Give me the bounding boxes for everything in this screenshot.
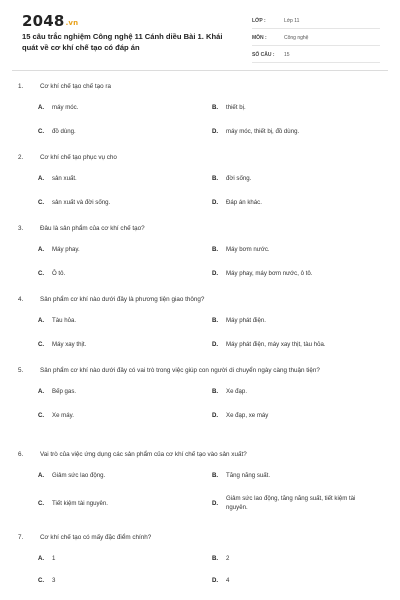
option-a[interactable]: [38, 554, 208, 563]
option-row: [18, 549, 382, 567]
logo-text: 2048: [22, 12, 65, 30]
question-number: 2.: [18, 154, 24, 161]
option-text: 4: [226, 576, 230, 584]
meta-info: [252, 14, 380, 65]
option-letter: B.: [212, 554, 219, 562]
option-c[interactable]: [38, 411, 208, 420]
option-a[interactable]: [38, 103, 208, 112]
option-text: Xe đạp, xe máy: [226, 411, 269, 419]
question-line: [18, 366, 382, 376]
option-row: [18, 382, 382, 400]
option-letter: A.: [38, 554, 45, 562]
meta-row-subject: [252, 31, 380, 46]
option-letter: C.: [38, 499, 45, 507]
question-number: 1.: [18, 83, 24, 90]
meta-value: Công nghệ: [284, 35, 309, 41]
question-number: 5.: [18, 367, 24, 374]
option-b[interactable]: [212, 103, 372, 112]
option-letter: D.: [212, 127, 219, 135]
option-letter: A.: [38, 387, 45, 395]
meta-label: SỐ CÂU :: [252, 52, 275, 58]
option-letter: D.: [212, 499, 219, 507]
option-letter: D.: [212, 340, 219, 348]
option-letter: A.: [38, 471, 45, 479]
question-line: [18, 450, 382, 460]
option-d[interactable]: [212, 576, 372, 585]
question-4: [18, 295, 382, 353]
option-text: 3: [52, 576, 56, 584]
meta-row-count: [252, 48, 380, 63]
option-text: Xe máy.: [52, 411, 74, 419]
option-a[interactable]: [38, 471, 208, 480]
question-5: [18, 366, 382, 424]
option-row: [18, 492, 382, 514]
option-letter: D.: [212, 576, 219, 584]
option-b[interactable]: [212, 554, 372, 563]
option-text: Đáp án khác.: [226, 198, 262, 206]
option-row: [18, 240, 382, 258]
option-b[interactable]: [212, 174, 372, 183]
meta-value: Lớp 11: [284, 18, 300, 24]
option-row: [18, 335, 382, 353]
option-c[interactable]: [38, 499, 208, 508]
option-c[interactable]: [38, 198, 208, 207]
option-letter: B.: [212, 245, 219, 253]
option-b[interactable]: [212, 316, 372, 325]
option-d[interactable]: [212, 127, 372, 136]
option-d[interactable]: [212, 269, 372, 278]
meta-label: MÔN :: [252, 35, 267, 41]
question-line: [18, 82, 382, 92]
option-text: Máy phay, máy bơm nước, ô tô.: [226, 269, 313, 277]
option-c[interactable]: [38, 269, 208, 278]
question-3: [18, 224, 382, 282]
question-line: [18, 153, 382, 163]
option-row: [18, 193, 382, 211]
option-letter: B.: [212, 174, 219, 182]
option-letter: B.: [212, 471, 219, 479]
option-b[interactable]: [212, 387, 372, 396]
option-text: sản xuất và đời sống.: [52, 198, 111, 206]
option-text: Xe đạp.: [226, 387, 248, 395]
option-text: đồ dùng.: [52, 127, 76, 135]
question-line: [18, 533, 382, 543]
option-letter: C.: [38, 198, 45, 206]
question-text: Sản phẩm cơ khí nào dưới đây là phương tiện giao thông?: [40, 296, 205, 303]
page-title: 15 câu trắc nghiệm Công nghệ 11 Cánh diều Bài 1. Khái quát về cơ khí chế tạo có đáp án: [22, 32, 223, 52]
question-number: 3.: [18, 225, 24, 232]
option-text: Máy bơm nước.: [226, 245, 270, 253]
question-7: [18, 533, 382, 589]
question-text: Cơ khí chế tạo phục vụ cho: [40, 154, 117, 161]
option-row: [18, 466, 382, 484]
option-d[interactable]: [212, 198, 372, 207]
option-letter: C.: [38, 340, 45, 348]
option-text: Ô tô.: [52, 269, 66, 277]
option-letter: C.: [38, 576, 45, 584]
option-c[interactable]: [38, 340, 208, 349]
option-c[interactable]: [38, 576, 208, 585]
meta-label: LỚP :: [252, 18, 266, 24]
question-text: Cơ khí chế tạo có mấy đặc điểm chính?: [40, 534, 152, 541]
option-letter: D.: [212, 198, 219, 206]
option-text: Tàu hỏa.: [52, 316, 77, 324]
question-text: Đâu là sản phẩm của cơ khí chế tạo?: [40, 225, 145, 232]
option-letter: B.: [212, 316, 219, 324]
option-letter: D.: [212, 269, 219, 277]
option-d[interactable]: [212, 494, 372, 512]
option-d[interactable]: [212, 411, 372, 420]
option-letter: A.: [38, 316, 45, 324]
option-text: máy móc.: [52, 103, 79, 111]
option-text: Tiết kiệm tài nguyên.: [52, 499, 108, 507]
option-a[interactable]: [38, 174, 208, 183]
option-row: [18, 169, 382, 187]
option-letter: C.: [38, 127, 45, 135]
document-header: [0, 0, 400, 66]
question-6: [18, 450, 382, 514]
header-divider: [12, 70, 388, 71]
option-row: [18, 571, 382, 589]
option-a[interactable]: [38, 245, 208, 254]
question-number: 6.: [18, 451, 24, 458]
question-1: [18, 82, 382, 140]
option-text: 1: [52, 554, 56, 562]
option-row: [18, 122, 382, 140]
option-text: Tăng năng suất.: [226, 471, 271, 479]
option-text: Máy phát điện, máy xay thịt, tàu hỏa.: [226, 340, 326, 348]
option-row: [18, 264, 382, 282]
option-text: sản xuất.: [52, 174, 77, 182]
option-row: [18, 406, 382, 424]
logo-suffix: .vn: [65, 19, 79, 27]
site-logo[interactable]: [22, 12, 78, 30]
meta-value: 15: [284, 52, 290, 58]
question-line: [18, 224, 382, 234]
option-text: đời sống.: [226, 174, 252, 182]
option-letter: B.: [212, 387, 219, 395]
option-letter: A.: [38, 174, 45, 182]
question-line: [18, 295, 382, 305]
option-text: 2: [226, 554, 230, 562]
option-a[interactable]: [38, 316, 208, 325]
option-text: máy móc, thiết bị, đồ dùng.: [226, 127, 300, 135]
option-letter: C.: [38, 411, 45, 419]
question-number: 4.: [18, 296, 24, 303]
meta-row-class: [252, 14, 380, 29]
option-letter: B.: [212, 103, 219, 111]
option-letter: A.: [38, 103, 45, 111]
option-c[interactable]: [38, 127, 208, 136]
option-letter: C.: [38, 269, 45, 277]
option-text: Máy phát điện.: [226, 316, 266, 324]
option-letter: A.: [38, 245, 45, 253]
question-text: Sản phẩm cơ khí nào dưới đây có vai trò trong việc giúp con người di chuyển ngày càng thuận tiện?: [40, 367, 320, 374]
question-number: 7.: [18, 534, 24, 541]
question-text: Cơ khí chế tạo chế tạo ra: [40, 83, 111, 90]
option-letter: D.: [212, 411, 219, 419]
option-text: Giảm sức lao động, tăng năng suất, tiết kiệm tài nguyên.: [226, 495, 356, 511]
option-text: Bếp gas.: [52, 387, 77, 395]
option-text: Giảm sức lao động.: [52, 471, 106, 479]
option-b[interactable]: [212, 471, 372, 480]
option-text: thiết bị.: [226, 103, 246, 111]
option-a[interactable]: [38, 387, 208, 396]
question-text: Vai trò của việc ứng dụng các sản phẩm của cơ khí chế tạo vào sản xuất?: [40, 451, 247, 458]
question-2: [18, 153, 382, 211]
option-text: Máy phay.: [52, 245, 80, 253]
option-d[interactable]: [212, 340, 372, 349]
option-b[interactable]: [212, 245, 372, 254]
option-row: [18, 98, 382, 116]
option-text: Máy xay thịt.: [52, 340, 87, 348]
option-row: [18, 311, 382, 329]
